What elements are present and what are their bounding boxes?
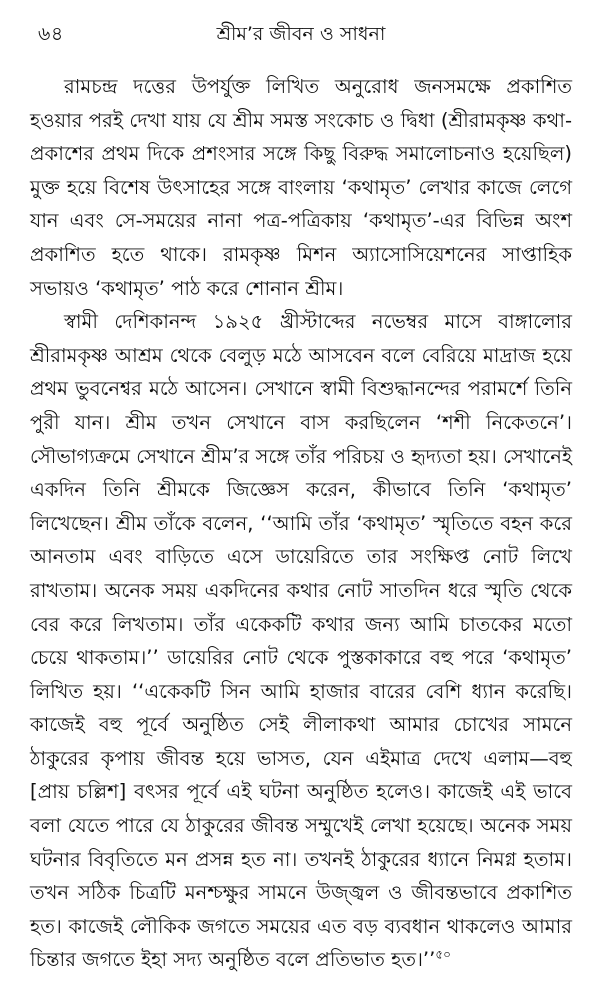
page-header	[30, 14, 572, 54]
paragraph: রামচন্দ্র দত্তের উপর্যুক্ত লিখিত অনুরোধ জনসমক্ষে প্রকাশিত হওয়ার পরই দেখা যায় যে শ্রীম সমস্ত সংকোচ ও দ্বিধা (শ্রীরামকৃষ্ণ কথা-প্রকাশের প্রথম দিকে প্রশংসার সঙ্গে কিছু বিরুদ্ধ সমালোচনাও হয়েছিল) মুক্ত হয়ে বিশেষ উৎসাহের সঙ্গে বাংলায় ‘কথামৃত’ লেখার কাজে লেগে যান এবং সে-সময়ের নানা পত্র-পত্রিকায় ‘কথামৃত’-এর বিভিন্ন অংশ প্রকাশিত হতে থাকে। রামকৃষ্ণ মিশন অ্যাসোসিয়েশনের সাপ্তাহিক সভায়ও ‘কথামৃত’ পাঠ করে শোনান শ্রীম।	[30, 75, 572, 300]
page-number: ৬৪	[38, 23, 64, 45]
footnote-reference: ৫০	[435, 947, 451, 962]
body-text	[30, 70, 572, 977]
paragraph-with-footnote	[30, 305, 572, 977]
paragraph-text: স্বামী দেশিকানন্দ ১৯২৫ খ্রীস্টাব্দের নভেম্বর মাসে বাঙ্গালোর শ্রীরামকৃষ্ণ আশ্রম থেকে বেলুড় মঠে আসবেন বলে বেরিয়ে মাদ্রাজ হয়ে প্রথম ভুবনেশ্বর মঠে আসেন। সেখানে স্বামী বিশুদ্ধানন্দের পরামর্শে তিনি পুরী যান। শ্রীম তখন সেখানে বাস করছিলেন ‘শশী নিকেতনে’। সৌভাগ্যক্রমে সেখানে শ্রীম’র সঙ্গে তাঁর পরিচয় ও হৃদ্যতা হয়। সেখানেই একদিন তিনি শ্রীমকে জিজ্ঞেস করেন, কীভাবে তিনি ‘কথামৃত’ লিখেছেন। শ্রীম তাঁকে বলেন, ‘‘আমি তাঁর ‘কথামৃত’ স্মৃতিতে বহন করে আনতাম এবং বাড়িতে এসে ডায়েরিতে তার সংক্ষিপ্ত নোট লিখে রাখতাম। অনেক সময় একদিনের কথার নোট সাতদিন ধরে স্মৃতি থেকে বের করে লিখতাম। তাঁর একেকটি কথার জন্য আমি চাতকের মতো চেয়ে থাকতাম।’’ ডায়েরির নোট থেকে পুস্তকাকারে বহু পরে ‘কথামৃত’ লিখিত হয়। ‘‘একেকটি সিন আমি হাজার বারের বেশি ধ্যান করেছি। কাজেই বহু পূর্বে অনুষ্ঠিত সেই লীলাকথা আমার চোখের সামনে ঠাকুরের কৃপায় জীবন্ত হয়ে ভাসত, যেন এইমাত্র দেখে এলাম—বহু [প্রায় চল্লিশ] বৎসর পূর্বে এই ঘটনা অনুষ্ঠিত হলেও। কাজেই এই ভাবে বলা যেতে পারে যে ঠাকুরের জীবন্ত সম্মুখেই লেখা হয়েছে। অনেক সময় ঘটনার বিবৃতিতে মন প্রসন্ন হত না। তখনই ঠাকুরের ধ্যানে নিমগ্ন হতাম। তখন সঠিক চিত্রটি মনশ্চক্ষুর সামনে উজ্জ্বল ও জীবন্তভাবে প্রকাশিত হত। কাজেই লৌকিক জগতে সময়ের এত বড় ব্যবধান থাকলেও আমার চিন্তার জগতে ইহা সদ্য অনুষ্ঠিত বলে প্রতিভাত হত।’’	[30, 310, 573, 972]
running-title: শ্রীম’র জীবন ও সাধনা	[216, 23, 386, 45]
